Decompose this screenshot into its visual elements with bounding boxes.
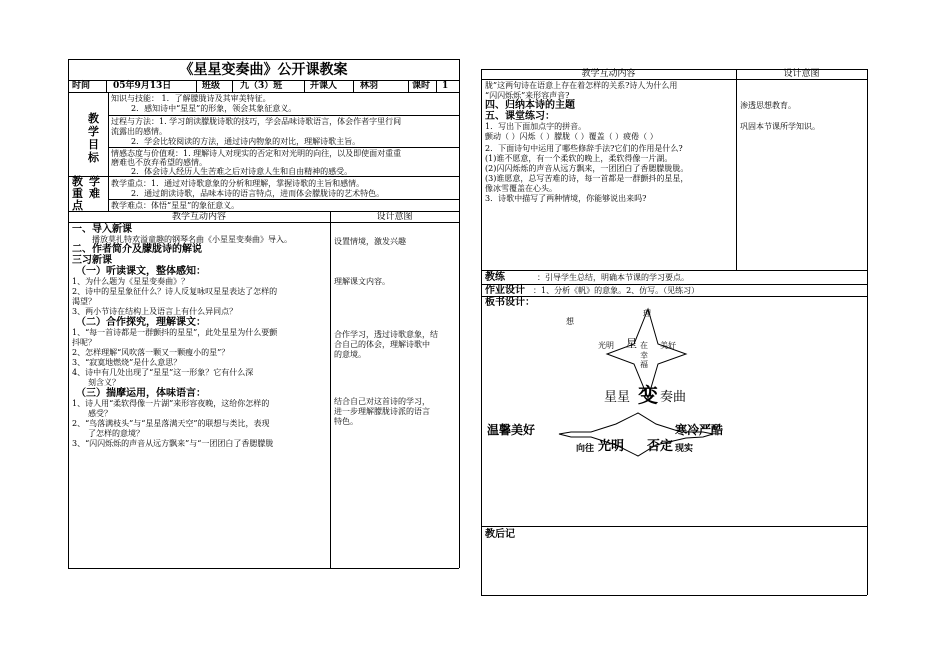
question-line: 渴望？ [72,297,96,306]
exercise-line: 1．写出下面加点字的拼音。 [485,122,587,131]
objective-line: 2．感知诗中“星星”的形象，领会其象征意义。 [131,104,297,113]
objectives-label: 教学目标 [88,112,99,164]
question-line: 抖呢？ [72,338,96,347]
intent-line: 的意境。 [334,350,366,359]
board-word: 理 [643,309,651,318]
content-line: “闪闪烁烁”来形容声音? [485,91,570,100]
date-value: 05年9月13日 [113,81,172,91]
intent-line: 合作学习，透过诗歌意象，结 [334,330,438,339]
objective-line: 磨难也不放弃希望的感情。 [111,158,207,167]
question-line: 1、“每一首诗都是一群颤抖的星星”，此处星星为什么要颤 [72,328,278,337]
board-title-part: 奏曲 [660,390,687,405]
question-line: 2、诗中的星星象征什么？诗人反复咏叹星星表达了怎样的 [72,287,278,296]
right-intent-header: 设计意图 [783,69,820,79]
objective-line: 2．学会比较阅读的方法，通过诗内物象的对比，理解诗歌主旨。 [131,137,361,146]
intent-column-header: 设计意图 [376,212,413,222]
sub-heading: （二）合作探究，理解课文： [76,317,206,328]
content-line: 播放莫扎特欢溢童趣的钢琴名曲《小星星变奏曲》导入。 [92,235,292,244]
board-title-part: 变 [638,383,658,407]
section-heading: 五、课堂练习： [485,111,555,122]
intent-line: 结合自己对这首诗的学习， [334,397,430,406]
board-word: 幸 [640,351,648,360]
question-line: 1、为什么题为《星星变奏曲》？ [72,277,190,286]
sub-heading: （一）听读课文，整体感知： [76,266,206,277]
board-word: 否定 [647,439,674,454]
question-line: 4、诗中有几处出现了“星星”这一形象？它有什么深 [72,368,254,377]
time-label: 时间 [72,81,91,91]
objective-line: 过程与方法：1. 学习朗读朦胧诗歌的技巧，学会品味诗歌语言，体会作者字里行间 [111,117,402,126]
intent-line: 合自己的体会，理解诗歌中 [334,340,430,349]
exercise-line: 颤动（ ）闪烁（ ）朦胧（ ）覆盖（ ）疲倦（ ） [485,132,658,141]
board-word: 在 [640,341,648,350]
question-line: 3、两小节诗在结构上及语言上有什么异同点？ [72,307,238,316]
board-word: 福 [640,360,648,369]
question-line: 了怎样的意境？ [88,429,144,438]
question-line: 2、怎样理解“风吹落一颗又一颗瘦小的星”？ [72,348,230,357]
homework-label: 作业设计 [485,285,525,296]
question-line: 3、“闪闪烁烁的声音从远方飘来”与“一团团白了香腮朦胧 [72,439,274,448]
class-value: 九（3）班 [240,81,283,91]
right-content-header: 教学互动内容 [581,69,636,79]
board-word: 寒冷严酷 [675,423,724,437]
question-line: 刻含义？ [88,378,120,387]
board-word: 美好 [660,341,676,350]
class-label: 班级 [202,81,221,91]
intent-line: 特色。 [334,417,358,426]
period-label: 课时 [412,81,431,91]
summary-text: ：引导学生总结，明确本节课的学习要点。 [537,273,689,282]
exercise-line: (3)谁愿意，总写苦难的诗，每一首都是一群颤抖的星星， [485,174,689,183]
objective-line: 流露出的感情。 [111,127,167,136]
board-design-label: 板书设计： [485,297,535,308]
exercise-line: 像冰雪覆盖在心头。 [485,184,557,193]
board-title-part: 星星 [604,390,631,405]
keypoints-label: 教学重难点 [72,175,106,212]
intent-line: 设置情境，激发兴趣 [334,237,406,246]
teacher-value: 林羽 [360,81,379,91]
board-word: 星 [626,337,637,350]
sub-heading: （三）揣摩运用，体味语言： [76,388,206,399]
board-word: 温馨美好 [487,423,536,437]
question-line: 2、“鸟落满枝头”与“星星落满天空”的联想与类比，表现 [72,419,270,428]
keypoint-line: 教学重点：1．通过对诗歌意象的分析和理解，掌握诗歌的主旨和感情。 [111,179,365,188]
period-value: 1 [442,81,449,91]
keypoint-line: 教学难点：体悟“星星”的象征意义。 [111,201,240,210]
section-heading: 四、归纳本诗的主题 [485,100,575,111]
question-line: 3、“寂寞地燃烧”是什么意思？ [72,358,182,367]
objective-line: 知识与技能： 1．了解朦胧诗及其审美特征。 [111,94,271,103]
question-line: 1、诗人用“柔软得像一片湖”来形容夜晚，这给你怎样的 [72,399,270,408]
teacher-label: 开课人 [310,81,338,91]
summary-label: 教练 [485,272,505,283]
board-word: 向往 [576,444,595,454]
section-heading: 三习新课 [72,255,112,266]
document-title: 《星星变奏曲》公开课教案 [179,62,348,78]
question-line: 感受？ [88,409,112,418]
board-word: 光明 [598,439,625,454]
exercise-line: (2)闪闪烁烁的声音从远方飘来，一团团白了香腮朦胧胧。 [485,164,689,173]
section-heading: 二、作者简介及朦胧诗的解说 [72,244,202,255]
board-diagram [481,296,867,526]
section-heading: 一、导入新课 [72,224,132,235]
exercise-line: 3．诗歌中描写了两种情境，你能够说出来吗? [485,194,647,203]
objective-line: 情感态度与价值观：1. 理解诗人对现实的否定和对光明的向往，以及即使面对重重 [111,149,402,158]
intent-line: 巩固本节课所学知识。 [740,122,820,131]
reflection-label: 教后记 [485,529,515,540]
board-word: 现实 [675,444,694,454]
homework-text: ：1、分析《帆》的意象。2、仿写。（见练习） [533,286,700,295]
objective-line: 2．体会诗人经历人生苦难之后对诗意人生和自由精神的感受。 [131,167,353,176]
board-word: 想 [566,317,574,326]
board-word: 光明 [598,341,614,350]
intent-line: 理解课文内容。 [334,277,390,286]
intent-line: 进一步理解朦胧诗派的语言 [334,407,430,416]
exercise-line: 2．下面诗句中运用了哪些修辞手法?它们的作用是什么? [485,144,683,153]
content-line: 胧”这两句诗在语意上存在着怎样的关系?诗人为什么用 [485,81,678,90]
keypoint-line: 2．通过朗读诗歌，品味本诗的语言特点，进而体会朦胧诗的艺术特色。 [131,189,385,198]
intent-line: 渗透思想教育。 [740,101,796,110]
content-column-header: 教学互动内容 [171,212,226,222]
exercise-line: (1)谁不愿意，有一个柔软的晚上，柔软得像一片湖。 [485,154,673,163]
